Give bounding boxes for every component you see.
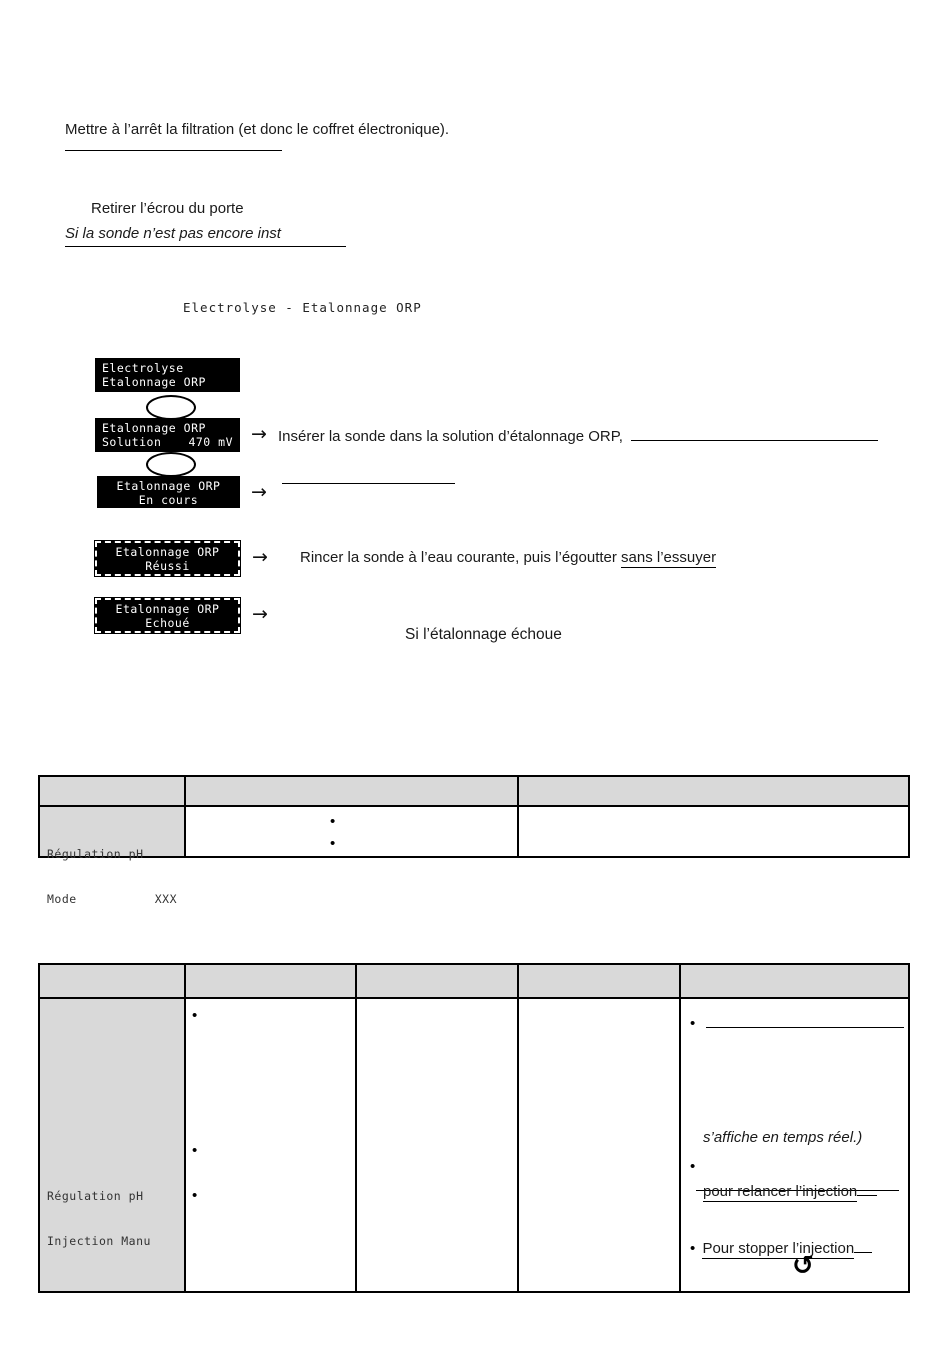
lcd-line: Etalonnage ORP (116, 479, 221, 493)
lcd-line: Réussi (145, 559, 190, 573)
table2-header-row (40, 965, 908, 999)
lcd-line: Electrolyse (102, 361, 184, 375)
probe-not-installed-line: Si la sonde n’est pas encore inst (65, 224, 346, 247)
right-arrow-icon: → (251, 481, 267, 503)
lcd-line: Injection Manu (47, 1234, 151, 1248)
lcd-screen-solution (95, 418, 240, 452)
bullet-icon: • (690, 1015, 696, 1032)
bullet-icon: • (330, 813, 336, 830)
relaunch-injection-text: pour relancer l’injection (703, 1183, 858, 1200)
regulation-ph-mode-table (38, 775, 910, 906)
table2-lcd-cell (40, 999, 184, 1291)
lcd-screen-electrolyse (95, 358, 240, 392)
realtime-note: s’affiche en temps réel.) (703, 1129, 863, 1146)
lcd-line: En cours (138, 493, 199, 507)
remove-nut-line: Retirer l’écrou du porte (91, 200, 244, 217)
restart-arrow-icon: ↺ (792, 1251, 814, 1281)
lcd-line: Etalonnage ORP (102, 421, 206, 435)
table2-divider (355, 965, 357, 1291)
lcd-line: Echoué (145, 616, 190, 630)
manual-injection-blank-item (690, 1013, 904, 1033)
lcd-line-right: XXX (154, 892, 177, 906)
bullet-icon: • (690, 1158, 696, 1175)
bullet-icon: • (192, 1142, 198, 1159)
key-press-ellipse[interactable] (146, 452, 196, 477)
fill-in-blank (631, 426, 878, 441)
lcd-line: Régulation pH (47, 847, 144, 861)
fill-in-blank (282, 483, 455, 484)
right-arrow-icon: → (251, 423, 267, 445)
lcd-line-right: 470 mV (188, 435, 233, 449)
fill-in-blank (706, 1013, 904, 1028)
rinse-text-underlined: sans l’essuyer (621, 549, 717, 566)
right-arrow-icon: → (252, 603, 268, 625)
insert-probe-instruction (278, 426, 878, 447)
table1-lcd-cell (40, 807, 184, 906)
bullet-icon: • (330, 835, 336, 852)
trailing-blank (854, 1238, 872, 1253)
rinse-text: Rincer la sonde à l’eau courante, puis l’égoutter (300, 549, 622, 566)
stop-injection-item (690, 1238, 872, 1259)
lcd-line: Etalonnage ORP (115, 545, 220, 559)
lcd-menu-heading: Electrolyse - Etalonnage ORP (183, 300, 422, 315)
stop-injection-text: Pour stopper l’injection (702, 1240, 855, 1257)
lcd-screen-success (95, 541, 240, 576)
insert-probe-text: Insérer la sonde dans la solution d’étalonnage ORP, (278, 428, 623, 445)
table2-divider (184, 965, 186, 1291)
key-press-ellipse[interactable] (146, 395, 196, 420)
bullet-icon: • (192, 1007, 198, 1024)
trailing-blank (857, 1181, 877, 1196)
table2-divider (679, 965, 681, 1291)
lcd-line: Etalonnage ORP (102, 375, 206, 389)
rinse-instruction (300, 548, 716, 568)
regulation-ph-injection-table (38, 963, 910, 1293)
lcd-line-left: Mode (47, 892, 77, 906)
right-arrow-icon: → (252, 546, 268, 568)
bullet-icon: • (192, 1187, 198, 1204)
lcd-screen-in-progress (97, 476, 240, 508)
lcd-line: Etalonnage ORP (115, 602, 220, 616)
table1-divider (184, 777, 186, 856)
blank-rule-top (65, 150, 282, 151)
lcd-line-left: Solution (102, 435, 162, 449)
relaunch-injection-item (703, 1181, 877, 1202)
bullet-icon: • (690, 1240, 696, 1257)
table1-header-row (40, 777, 908, 807)
calibration-fail-note: Si l’étalonnage échoue (405, 626, 562, 643)
lcd-screen-failed (95, 598, 240, 633)
table2-divider (517, 965, 519, 1291)
lcd-line: Régulation pH (47, 1189, 144, 1203)
intro-line: Mettre à l’arrêt la filtration (et donc le coffret électronique). (65, 121, 450, 138)
table1-divider (517, 777, 519, 856)
